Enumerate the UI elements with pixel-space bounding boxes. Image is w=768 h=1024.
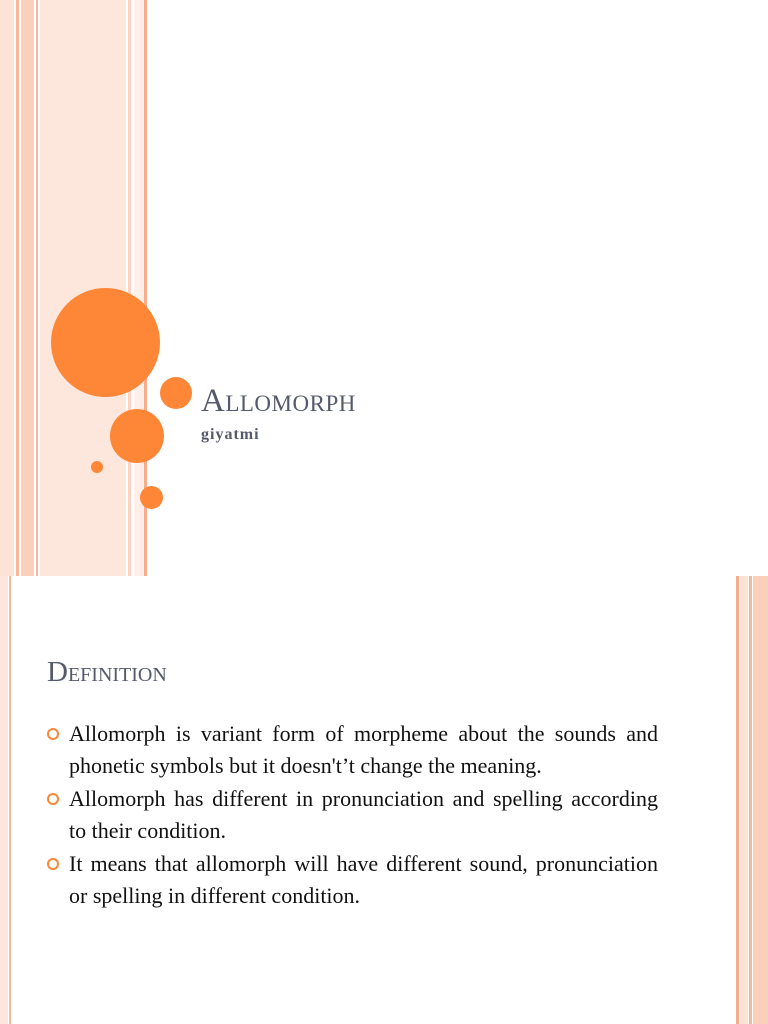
decorative-circle-large — [51, 288, 160, 397]
hollow-circle-bullet-icon — [47, 858, 59, 870]
slide-subtitle: giyatmi — [201, 426, 260, 443]
decorative-circle-tiny — [91, 461, 103, 473]
decorative-stripe — [749, 576, 752, 1024]
decorative-stripe — [753, 576, 768, 1024]
decorative-stripe — [9, 576, 11, 1024]
decorative-circle-small — [140, 486, 163, 509]
decorative-stripe — [736, 576, 739, 1024]
bullet-text: Allomorph has different in pronunciation and spelling according to their condition. — [69, 786, 658, 843]
slide-title: Allomorph — [201, 383, 356, 419]
decorative-circle-small — [160, 377, 192, 409]
decorative-stripe — [0, 576, 8, 1024]
slide-heading: Definition — [47, 656, 167, 688]
definition-slide — [0, 576, 768, 1024]
bullet-list — [47, 718, 658, 913]
decorative-stripe — [128, 0, 131, 576]
decorative-stripe — [0, 0, 14, 576]
decorative-stripe — [21, 0, 34, 576]
decorative-circle-medium — [110, 409, 164, 463]
list-item — [47, 783, 658, 846]
decorative-stripe — [740, 576, 748, 1024]
bullet-text: Allomorph is variant form of morpheme about the sounds and phonetic symbols but it doesn't’t change the meaning. — [69, 721, 658, 778]
hollow-circle-bullet-icon — [47, 728, 59, 740]
decorative-stripe — [16, 0, 19, 576]
decorative-stripe — [36, 0, 38, 576]
list-item — [47, 848, 658, 911]
list-item — [47, 718, 658, 781]
bullet-text: It means that allomorph will have different sound, pronunciation or spelling in different condition. — [69, 851, 658, 908]
hollow-circle-bullet-icon — [47, 793, 59, 805]
